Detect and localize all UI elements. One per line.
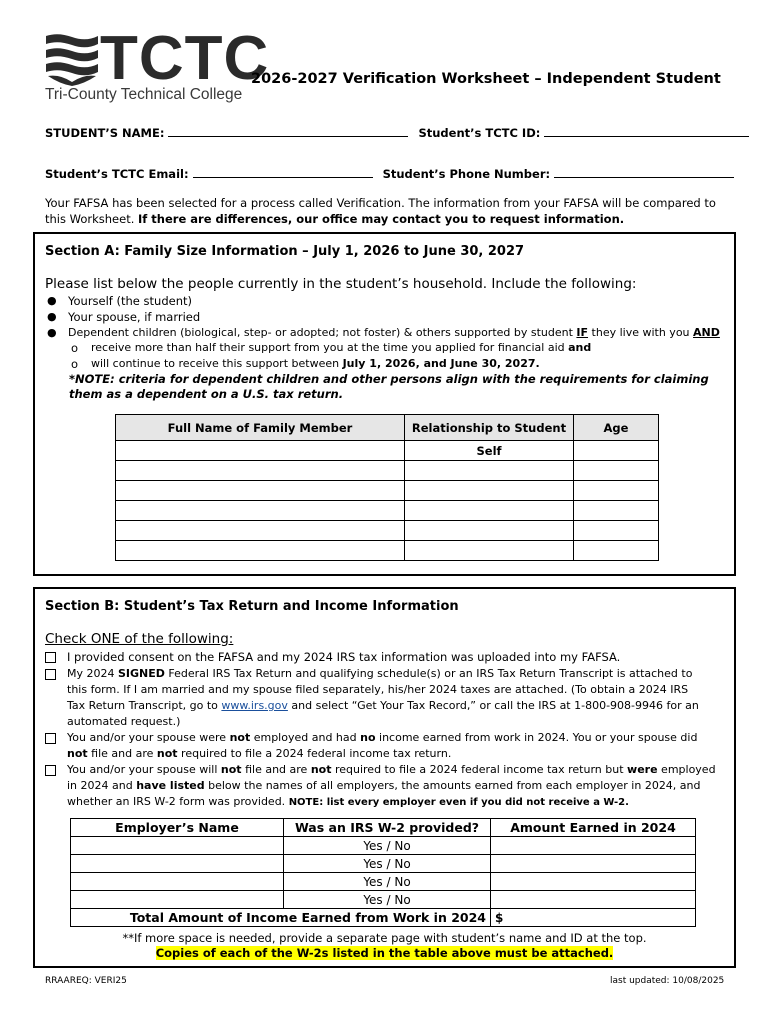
and-word: AND: [693, 326, 720, 339]
opt4-b: file and are: [245, 763, 308, 776]
opt4-line2-a: in 2024 and: [67, 779, 133, 792]
section-b-title: Section B: Student’s Tax Return and Income Information: [45, 599, 459, 614]
opt2-line3-a: Tax Return Transcript, go to: [67, 699, 218, 712]
phone-label: Student’s Phone Number:: [382, 167, 551, 181]
irs-link[interactable]: www.irs.gov: [221, 699, 288, 712]
option-consent-checkbox[interactable]: [45, 652, 56, 663]
table-row: [116, 541, 659, 561]
col-full-name: Full Name of Family Member: [116, 415, 405, 441]
student-name-field[interactable]: [168, 125, 408, 137]
employer-name-cell[interactable]: [71, 891, 284, 909]
family-name-cell[interactable]: [116, 501, 405, 521]
option-employed-no-return-checkbox[interactable]: [45, 765, 56, 776]
opt3-line2-not2: not: [156, 747, 178, 760]
page-title: 2026-2027 Verification Worksheet – Independent Student: [251, 71, 721, 87]
relationship-cell[interactable]: [405, 481, 574, 501]
opt2-b: Federal IRS Tax Return and qualifying schedule(s) or an IRS Tax Return Transcript is attached to: [168, 667, 693, 680]
opt2-signed: SIGNED: [118, 667, 165, 680]
student-id-field[interactable]: [544, 125, 749, 137]
employer-name-cell[interactable]: [71, 837, 284, 855]
opt4-line2-b: below the names of all employers, the amounts earned from each employer in 2024, and: [208, 779, 701, 792]
option-consent-text: I provided consent on the FAFSA and my 2024 IRS tax information was uploaded into my FAFSA.: [67, 650, 621, 664]
total-label: Total Amount of Income Earned from Work in 2024: [71, 909, 491, 927]
intro-bold: If there are differences, our office may contact you to request information.: [138, 212, 625, 226]
opt4-not2: not: [310, 763, 332, 776]
phone-field[interactable]: [554, 166, 734, 178]
option-signed-line4: automated request.): [67, 715, 181, 728]
opt3-line2-a: file and are: [91, 747, 154, 760]
total-row: [71, 909, 696, 927]
relationship-cell[interactable]: [405, 501, 574, 521]
option-not-employed-line1: [67, 731, 697, 744]
employer-name-cell[interactable]: [71, 855, 284, 873]
table-row: [71, 837, 696, 855]
email-phone-row: [45, 166, 740, 181]
copies-note: Copies of each of the W-2s listed in the table above must be attached.: [155, 946, 614, 960]
bullet-dependents-mid: they live with you: [591, 326, 690, 339]
student-name-label: STUDENT’S NAME:: [45, 126, 165, 140]
family-table-header: [116, 415, 659, 441]
age-cell[interactable]: [574, 521, 659, 541]
last-updated: last updated: 10/08/2025: [610, 976, 725, 986]
intro-text: Your FAFSA has been selected for a process called Verification. The information from your FAFSA will be compared to this Worksheet.: [45, 196, 716, 226]
email-label: Student’s TCTC Email:: [45, 167, 189, 181]
section-b: [33, 587, 736, 968]
bullet-dependents-text: Dependent children (biological, step- or adopted; not foster) & others supported by student: [68, 326, 573, 339]
section-a-prompt: Please list below the people currently in the student’s household. Include the following:: [45, 276, 637, 292]
copies-note-wrap: [35, 946, 734, 960]
opt3-no: no: [360, 731, 376, 744]
bullet-dot: ●: [47, 294, 57, 307]
check-one-label: Check ONE of the following:: [45, 631, 234, 647]
opt4-were: were: [627, 763, 658, 776]
student-id-label: Student’s TCTC ID:: [418, 126, 541, 140]
col-age: Age: [574, 415, 659, 441]
bullet-spouse: Your spouse, if married: [68, 310, 201, 324]
name-id-row: [45, 125, 755, 140]
option-signed-line3: [67, 699, 699, 712]
option-signed-return-checkbox[interactable]: [45, 669, 56, 680]
sub-bullet-marker: o: [71, 341, 79, 355]
bullet-dot: ●: [47, 326, 57, 339]
opt4-line3-bold: NOTE: list every employer even if you did not receive a W-2.: [288, 797, 629, 808]
opt4-a: You and/or your spouse will: [67, 763, 218, 776]
relationship-cell[interactable]: [405, 541, 574, 561]
email-field[interactable]: [193, 166, 373, 178]
option-signed-line1: [67, 667, 692, 680]
total-amount-field[interactable]: $: [491, 909, 696, 927]
option-not-employed-checkbox[interactable]: [45, 733, 56, 744]
option-not-employed-line2: [67, 747, 451, 760]
family-name-cell[interactable]: [116, 541, 405, 561]
relationship-cell: Self: [405, 441, 574, 461]
employer-table-header: [71, 819, 696, 837]
opt4-c: required to file a 2024 federal income tax return but: [334, 763, 624, 776]
table-row: [71, 873, 696, 891]
table-row: [116, 501, 659, 521]
table-row: [116, 521, 659, 541]
col-employer-name: Employer’s Name: [71, 819, 284, 837]
sub1-text: receive more than half their support from you at the time you applied for financial aid: [91, 341, 565, 354]
age-cell[interactable]: [574, 441, 659, 461]
bullet-yourself: Yourself (the student): [68, 294, 192, 308]
logo-wordmark: TCTC: [100, 24, 270, 93]
opt3-c: income earned from work in 2024. You or your spouse did: [379, 731, 698, 744]
age-cell[interactable]: [574, 481, 659, 501]
col-relationship: Relationship to Student: [405, 415, 574, 441]
employer-table: [70, 818, 696, 927]
amount-cell[interactable]: [491, 855, 696, 873]
w2-yes-no-cell[interactable]: Yes / No: [284, 855, 491, 873]
opt3-a: You and/or your spouse were: [67, 731, 227, 744]
opt2-line3-b: and select “Get Your Tax Record,” or call the IRS at 1-800-908-9946 for an: [291, 699, 699, 712]
if-word: IF: [576, 326, 589, 339]
option-employed-line3: [67, 795, 629, 808]
intro-paragraph: [45, 195, 735, 227]
col-amount-earned: Amount Earned in 2024: [491, 819, 696, 837]
table-row: [116, 461, 659, 481]
option-employed-line2: [67, 779, 701, 792]
employer-name-cell[interactable]: [71, 873, 284, 891]
relationship-cell[interactable]: [405, 521, 574, 541]
amount-cell[interactable]: [491, 891, 696, 909]
more-space-note: **If more space is needed, provide a separate page with student’s name and ID at the top.: [122, 931, 647, 945]
sub1-and: and: [568, 341, 592, 354]
w2-yes-no-cell[interactable]: Yes / No: [284, 891, 491, 909]
opt3-line2-not1: not: [67, 747, 88, 760]
table-row: [71, 891, 696, 909]
opt3-not: not: [229, 731, 251, 744]
sub-bullet-marker: o: [71, 357, 79, 371]
table-row: [116, 481, 659, 501]
table-row: [116, 441, 659, 461]
family-table: [115, 414, 659, 561]
age-cell[interactable]: [574, 541, 659, 561]
bullet-dependents: [68, 326, 720, 339]
relationship-cell[interactable]: [405, 461, 574, 481]
family-name-cell[interactable]: [116, 441, 405, 461]
form-code: RRAAREQ: VERI25: [45, 976, 127, 986]
sub2-text: will continue to receive this support between: [91, 357, 340, 370]
opt4-not1: not: [220, 763, 242, 776]
logo-subtitle: Tri-County Technical College: [45, 86, 243, 103]
opt4-line3-a: whether an IRS W-2 form was provided.: [67, 795, 286, 808]
opt4-d: employed: [661, 763, 716, 776]
sub-bullet-support: [91, 341, 591, 354]
w2-yes-no-cell[interactable]: Yes / No: [284, 873, 491, 891]
age-cell[interactable]: [574, 461, 659, 481]
age-cell[interactable]: [574, 501, 659, 521]
sub2-bold: July 1, 2026, and June 30, 2027.: [342, 357, 540, 370]
bullet-dot: ●: [47, 310, 57, 323]
family-name-cell[interactable]: [116, 481, 405, 501]
sub-bullet-continue: [91, 357, 540, 370]
opt2-a: My 2024: [67, 667, 115, 680]
amount-cell[interactable]: [491, 837, 696, 855]
section-a-title: Section A: Family Size Information – July 1, 2026 to June 30, 2027: [45, 244, 525, 259]
col-w2-provided: Was an IRS W-2 provided?: [284, 819, 491, 837]
option-employed-line1: [67, 763, 716, 776]
w2-yes-no-cell[interactable]: Yes / No: [284, 837, 491, 855]
family-name-cell[interactable]: [116, 461, 405, 481]
amount-cell[interactable]: [491, 873, 696, 891]
tctc-wave-shield-icon: [44, 34, 100, 86]
table-row: [71, 855, 696, 873]
family-name-cell[interactable]: [116, 521, 405, 541]
dependent-note: *NOTE: criteria for dependent children and other persons align with the requirements for claiming them as a dependent on a U.S. tax return.: [69, 372, 709, 401]
opt3-b: employed and had: [253, 731, 357, 744]
opt3-line2-b: required to file a 2024 federal income tax return.: [181, 747, 452, 760]
opt4-line2-bold: have listed: [136, 779, 205, 792]
option-signed-line2: this form. If I am married and my spouse filed separately, his/her 2024 taxes are attached. (To obtain a 2024 IRS: [67, 683, 689, 696]
section-a: [33, 232, 736, 576]
